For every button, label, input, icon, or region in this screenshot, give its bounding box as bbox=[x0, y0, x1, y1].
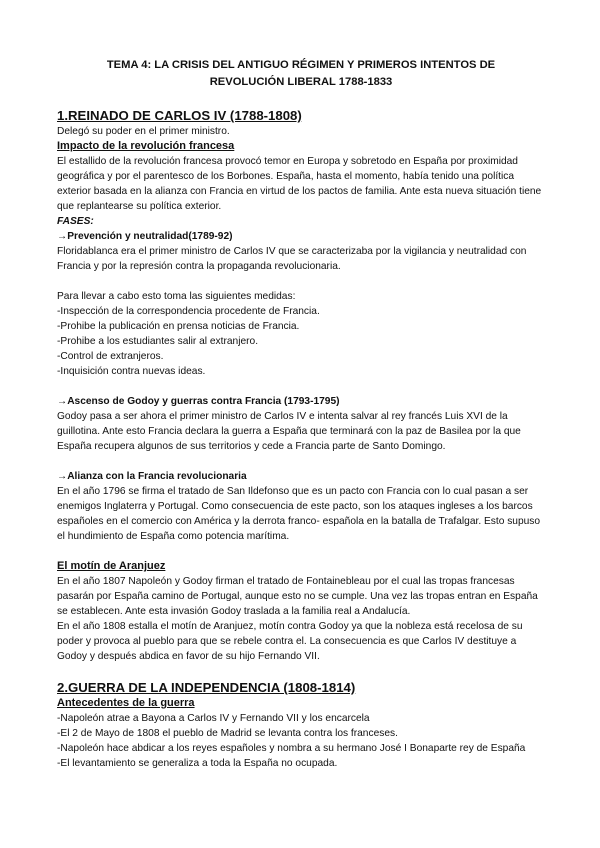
phase-3-text: En el año 1796 se firma el tratado de San Ildefonso que es un pacto con Francia con lo cual pasan a ser enemigos Inglaterra y Portugal. Como consecuencia de este pacto, son los ataques ingleses a los barcos españoles en el comercio con América y la derrota franco- española en la batalla de Trafalgar. Esto supuso el hundimiento de España como potencia marítima. bbox=[57, 486, 541, 542]
impact-heading: Impacto de la revolución francesa bbox=[57, 140, 235, 152]
phase-3-heading: →Alianza con la Francia revolucionaria bbox=[57, 471, 247, 482]
section-1-heading: 1.REINADO DE CARLOS IV (1788-1808) bbox=[57, 108, 302, 123]
impact-text: El estallido de la revolución francesa provocó temor en Europa y sobretodo en España por proximidad geográfica y por el parentesco de los Borbones. España, hasta el momento, había tenido una política exterior basada en la alianza con Francia en virtud de los pactos de familia. Ante esta nueva situación tiene que replantearse su política exterior. bbox=[57, 156, 542, 212]
title-line-2: REVOLUCIÓN LIBERAL 1788-1833 bbox=[209, 76, 393, 88]
measure-item: -Prohibe a los estudiantes salir al extranjero. bbox=[57, 336, 259, 347]
measure-item: -Control de extranjeros. bbox=[57, 351, 164, 362]
document-title bbox=[57, 57, 545, 91]
measure-item: -Prohibe la publicación en prensa noticias de Francia. bbox=[57, 321, 300, 332]
section-2-heading: 2.GUERRA DE LA INDEPENDENCIA (1808-1814) bbox=[57, 680, 356, 695]
antecedente-item: -Napoleón hace abdicar a los reyes españoles y nombra a su hermano José I Bonaparte rey de España bbox=[57, 743, 526, 754]
motin-text-2: En el año 1808 estalla el motín de Aranjuez, motín contra Godoy ya que la nobleza está recelosa de su poder y provoca al pueblo para que se rebele contra el. La consecuencia es que Carlos IV destituye a Godoy y después abdica en favor de su hijo Fernando VII. bbox=[57, 621, 523, 662]
phase-1-heading: →Prevención y neutralidad(1789-92) bbox=[57, 231, 233, 242]
phase-2-heading: →Ascenso de Godoy y guerras contra Francia (1793-1795) bbox=[57, 396, 340, 407]
measure-item: -Inquisición contra nuevas ideas. bbox=[57, 366, 206, 377]
title-line-1: TEMA 4: LA CRISIS DEL ANTIGUO RÉGIMEN Y PRIMEROS INTENTOS DE bbox=[106, 59, 496, 71]
phases-label: FASES: bbox=[57, 216, 94, 227]
phase-2-text: Godoy pasa a ser ahora el primer ministro de Carlos IV e intenta salvar al rey francés Luis XVI de la guillotina. Ante esto Francia declara la guerra a España que terminará con la paz de Basilea por la que España recupera algunos de sus territorios y cede a Francia parte de Santo Domingo. bbox=[57, 411, 521, 452]
motin-text-1: En el año 1807 Napoleón y Godoy firman el tratado de Fontainebleau por el cual las tropas francesas pasarán por España camino de Portugal, aunque esto no se cumple. Una vez las tropas entran en España se establecen. Ante esta invasión Godoy traslada a la familia real a Andalucía. bbox=[57, 576, 538, 617]
phase-1-text: Floridablanca era el primer ministro de Carlos IV que se caracterizaba por la vigilancia y neutralidad con Francia y por la represión contra la propaganda revolucionaria. bbox=[57, 246, 527, 272]
section-1-intro: Delegó su poder en el primer ministro. bbox=[57, 126, 230, 137]
measure-item: -Inspección de la correspondencia procedente de Francia. bbox=[57, 306, 320, 317]
antecedente-item: -El levantamiento se generaliza a toda la España no ocupada. bbox=[57, 758, 338, 769]
antecedentes-heading: Antecedentes de la guerra bbox=[57, 697, 195, 709]
motin-heading: El motín de Aranjuez bbox=[57, 560, 166, 572]
measures-intro: Para llevar a cabo esto toma las siguientes medidas: bbox=[57, 291, 296, 302]
document-page bbox=[57, 57, 545, 771]
antecedente-item: -Napoleón atrae a Bayona a Carlos IV y Fernando VII y los encarcela bbox=[57, 713, 370, 724]
antecedente-item: -El 2 de Mayo de 1808 el pueblo de Madrid se levanta contra los franceses. bbox=[57, 728, 398, 739]
